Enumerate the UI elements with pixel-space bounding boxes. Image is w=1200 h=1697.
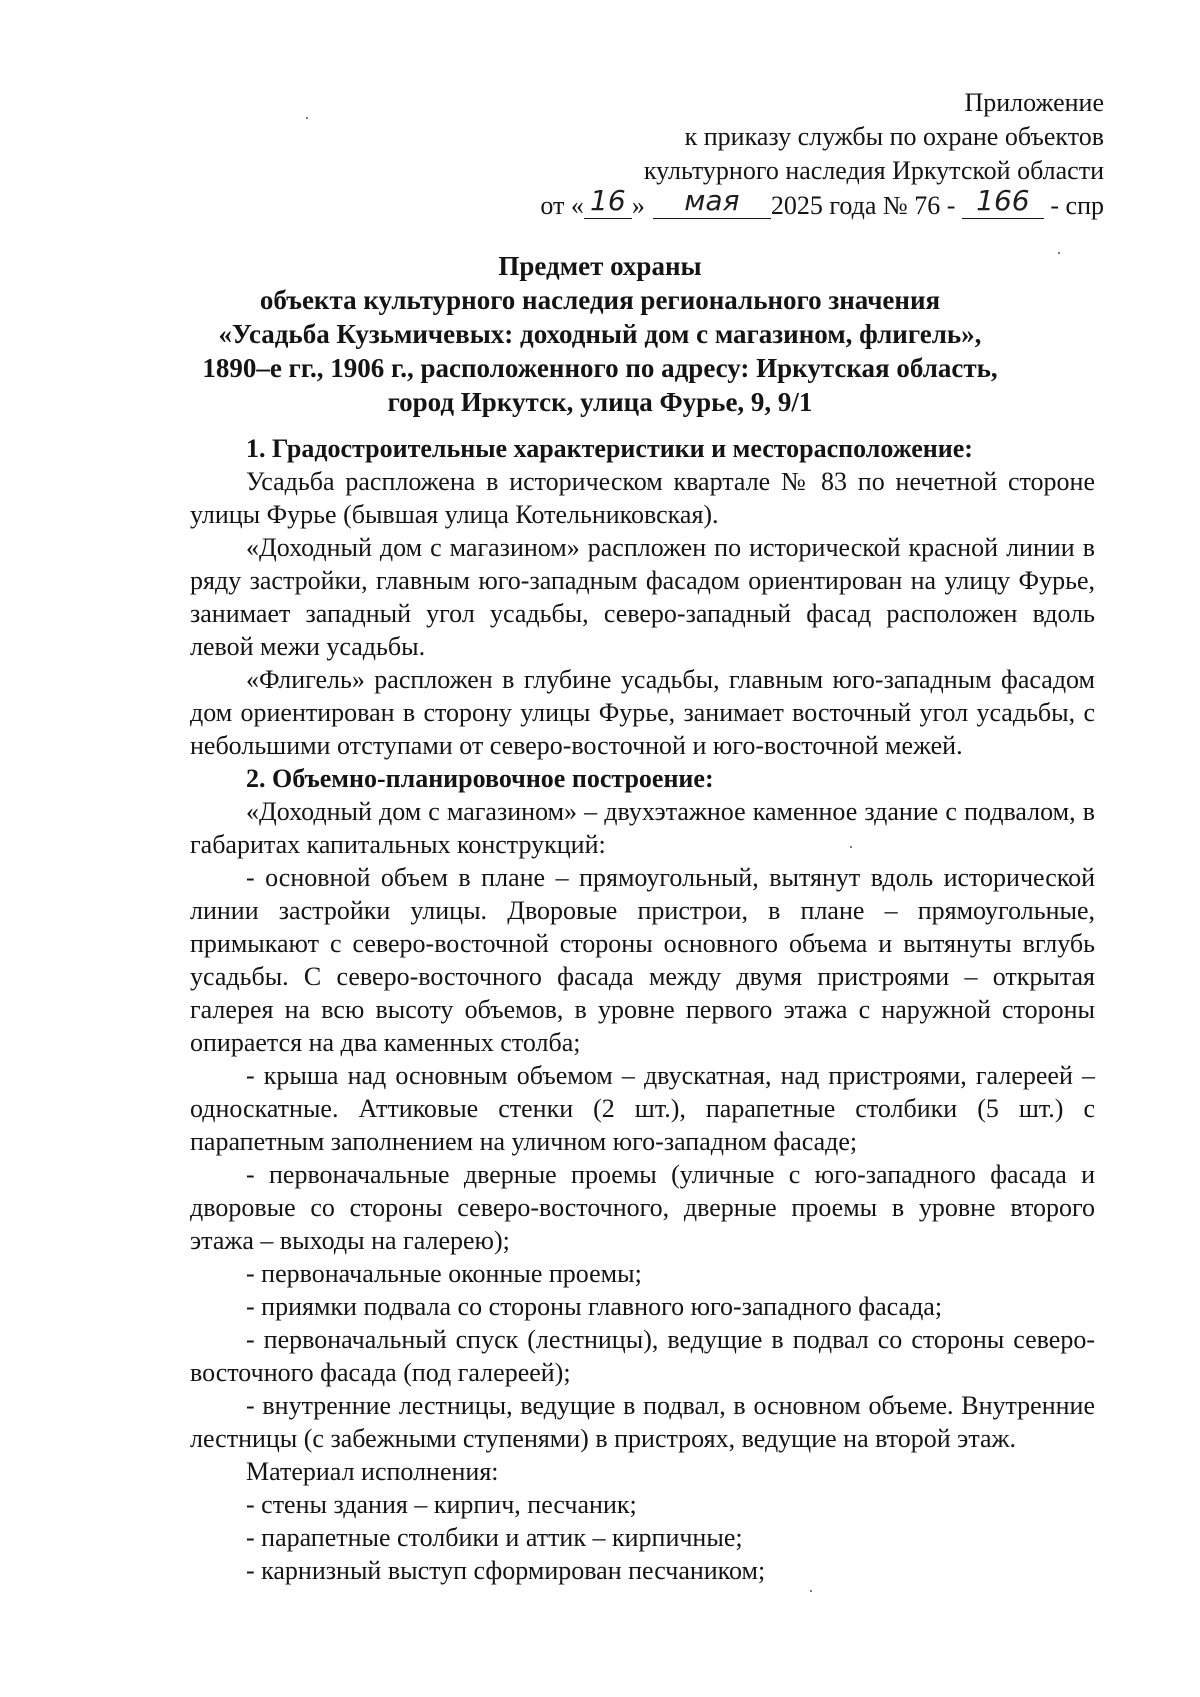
document-body [190,432,1095,1587]
number-suffix: - спр [1050,191,1104,220]
scan-speck [306,117,308,119]
section-1-paragraph-3: «Флигель» распложен в глубине усадьбы, главным юго-западным фасадом дом ориентирован в сторону улицы Фурье, занимает восточный угол усадьбы, с небольшими отступами от северо-восточной и юго-восточной межей. [190,665,1095,760]
section-1-paragraph-2: «Доходный дом с магазином» распложен по исторической красной линии в ряду застройки, главным юго-западным фасадом ориентирован на улицу Фурье, занимает западный угол усадьбы, северо-западный фасад расположен вдоль левой межи усадьбы. [190,533,1095,661]
title-line-3: «Усадьба Кузьмичевых: доходный дом с магазином, флигель», [218,319,982,349]
title-line-4: 1890–е гг., 1906 г., расположенного по адресу: Иркутская область, [202,353,998,383]
section-1-heading: 1. Градостроительные характеристики и месторасположение: [246,434,973,463]
title-line-2: объекта культурного наследия регионального значения [259,285,941,315]
handwritten-month: мая [684,184,740,217]
section-2-paragraph-1: «Доходный дом с магазином» – двухэтажное каменное здание с подвалом, в габаритах капитальных конструкций: [190,797,1095,859]
section-2-heading: 2. Объемно-планировочное построение: [246,764,714,793]
scan-speck [810,1590,812,1592]
document-title [120,249,1080,419]
title-line-5: город Иркутск, улица Фурье, 9, 9/1 [387,387,813,417]
handwritten-number: 166 [976,184,1030,217]
section-1-paragraph-1: Усадьба распложена в историческом квартале № 83 по нечетной стороне улицы Фурье (бывшая улица Котельниковская). [190,467,1095,529]
approval-line-1: Приложение [964,88,1104,117]
section-2-paragraph-6: - приямки подвала со стороны главного юго-западного фасада; [246,1292,943,1321]
section-2-paragraph-8: - внутренние лестницы, ведущие в подвал, в основном объеме. Внутренние лестницы (с забежными ступенями) в пристроях, ведущие на второй этаж. [190,1391,1095,1453]
section-2-paragraph-9: Материал исполнения: [246,1457,499,1486]
handwritten-day: 16 [590,184,626,217]
scan-speck [1058,252,1060,254]
month-field [653,184,771,219]
section-2-paragraph-12: - карнизный выступ сформирован песчаником; [246,1556,766,1585]
number-field [962,184,1044,219]
section-2-paragraph-7: - первоначальный спуск (лестницы), ведущие в подвал со стороны северо-восточного фасада (под галереей); [190,1325,1095,1387]
day-field [584,184,632,219]
section-2-paragraph-3: - крыша над основным объемом – двускатная, над пристроями, галереей – односкатные. Аттиковые стенки (2 шт.), парапетные столбики (5 шт.) с парапетным заполнением на уличном юго-западном фасаде; [190,1061,1095,1156]
year-text: 2025 года № 76 - [770,191,956,220]
date-mid: » [631,191,645,220]
approval-date-line [540,184,1104,223]
approval-line-3: культурного наследия Иркутской области [643,156,1104,185]
title-line-1: Предмет охраны [498,251,702,281]
approval-line-2: к приказу службы по охране объектов [684,122,1104,151]
scan-speck [850,846,852,848]
section-2-paragraph-2: - основной объем в плане – прямоугольный, вытянут вдоль исторической линии застройки улицы. Дворовые пристрои, в плане – прямоугольные, примыкают с северо-восточной стороны основного объема и вытянуты вглубь усадьбы. С северо-восточного фасада между двумя пристроями – открытая галерея на всю высоту объемов, в уровне первого этажа с наружной стороны опирается на два каменных столба; [190,863,1095,1057]
section-2-paragraph-11: - парапетные столбики и аттик – кирпичные; [246,1523,743,1552]
section-2-paragraph-4: - первоначальные дверные проемы (уличные с юго-западного фасада и дворовые со стороны северо-восточного, дверные проемы в уровне второго этажа – выходы на галерею); [190,1160,1095,1255]
date-prefix: от « [540,191,584,220]
section-2-paragraph-10: - стены здания – кирпич, песчаник; [246,1490,637,1519]
section-2-paragraph-5: - первоначальные оконные проемы; [246,1259,642,1288]
approval-block [540,86,1104,223]
